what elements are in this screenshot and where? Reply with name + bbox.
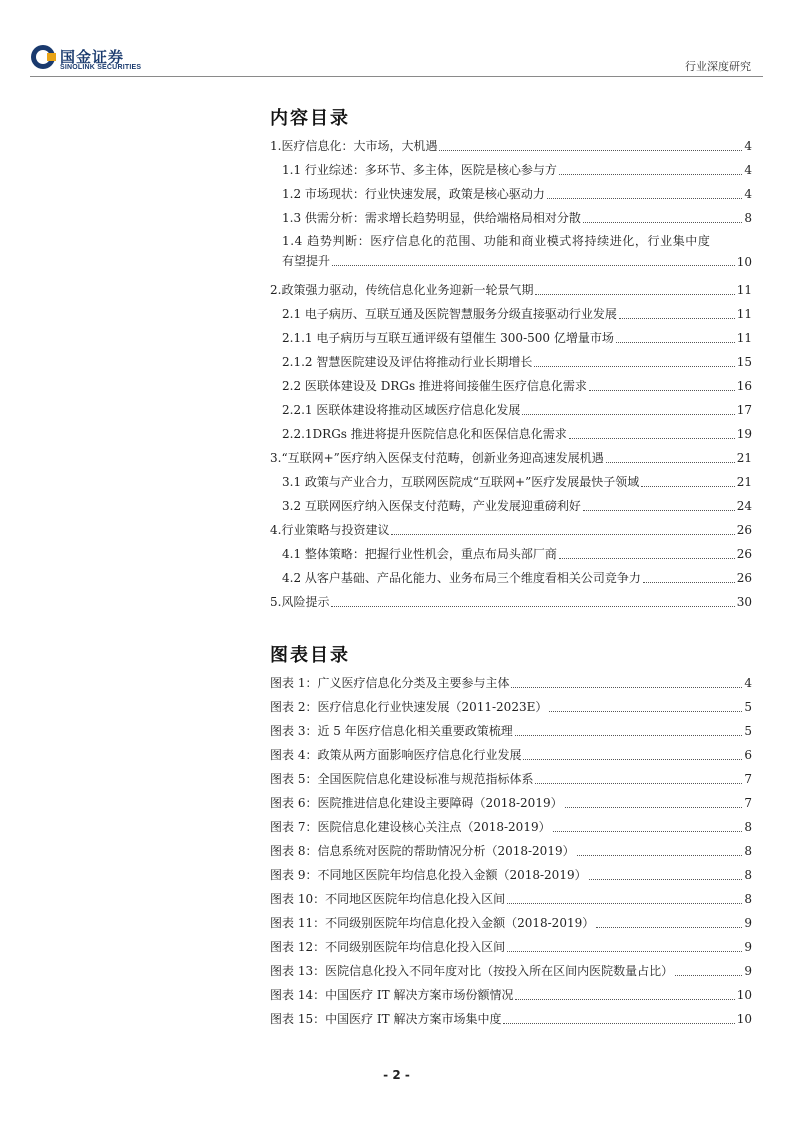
figures-list [270, 667, 752, 1027]
logo-english-name: SINOLINK SECURITIES [60, 64, 142, 71]
toc-entry-label: 4.行业策略与投资建议 [270, 523, 390, 537]
toc-entry[interactable] [270, 418, 752, 442]
toc-entry-page: 15 [736, 355, 752, 369]
leader-dots [565, 807, 743, 808]
leader-dots [675, 975, 742, 976]
leader-dots [535, 294, 734, 295]
toc-entry-page: 8 [744, 211, 752, 225]
toc-entry-page: 4 [744, 139, 752, 153]
figure-entry-label: 图表 4：政策从两方面影响医疗信息化行业发展 [270, 748, 522, 762]
toc-entry-label-continued: 有望提升 [282, 254, 331, 268]
toc-entry-page: 21 [736, 475, 752, 489]
figure-entry-label: 图表 15：中国医疗 IT 解决方案市场集中度 [270, 1012, 502, 1026]
figure-entry[interactable] [270, 931, 752, 955]
figure-entry-page: 4 [744, 676, 752, 690]
toc-entry-label: 5.风险提示 [270, 595, 330, 609]
toc-entry[interactable] [270, 562, 752, 586]
figure-entry[interactable] [270, 715, 752, 739]
figure-entry[interactable] [270, 979, 752, 1003]
leader-dots [511, 687, 742, 688]
company-logo [30, 44, 160, 76]
toc-entry-label: 2.1.2 智慧医院建设及评估将推动行业长期增长 [282, 355, 533, 369]
toc-entry-page: 16 [736, 379, 752, 393]
toc-entry-page: 26 [736, 547, 752, 561]
page-number: - 2 - [383, 1068, 410, 1082]
figure-entry[interactable] [270, 667, 752, 691]
leader-dots [549, 711, 742, 712]
figure-entry-page: 7 [744, 796, 752, 810]
figure-entry[interactable] [270, 691, 752, 715]
toc-entry-label: 2.1.1 电子病历与互联互通评级有望催生 300-500 亿增量市场 [282, 331, 614, 345]
figure-entry[interactable] [270, 883, 752, 907]
figure-entry-label: 图表 13：医院信息化投入不同年度对比（按投入所在区间内医院数量占比） [270, 964, 674, 978]
toc-entry-page: 4 [744, 163, 752, 177]
toc-entry-label: 4.1 整体策略：把握行业性机会，重点布局头部厂商 [282, 547, 557, 561]
leader-dots [534, 366, 734, 367]
contents-list [270, 130, 752, 610]
leader-dots [559, 174, 742, 175]
toc-entry[interactable] [270, 514, 752, 538]
toc-entry-page: 10 [736, 255, 752, 269]
toc-entry-label: 2.2.1 医联体建设将推动区域医疗信息化发展 [282, 403, 521, 417]
leader-dots [583, 510, 735, 511]
leader-dots [507, 951, 742, 952]
toc-entry[interactable] [270, 370, 752, 394]
leader-dots [503, 1023, 734, 1024]
figure-entry[interactable] [270, 859, 752, 883]
leader-dots [515, 735, 743, 736]
figure-entry-label: 图表 12：不同级别医院年均信息化投入区间 [270, 940, 506, 954]
toc-entry-page: 11 [736, 331, 752, 345]
figure-entry[interactable] [270, 907, 752, 931]
toc-entry[interactable] [270, 346, 752, 370]
toc-entry-label: 1.4 趋势判断：医疗信息化的范围、功能和商业模式将持续进化，行业集中度 [282, 234, 711, 248]
logo-chinese-name: 国金证券 [60, 48, 125, 66]
toc-entry[interactable] [270, 538, 752, 562]
figure-entry-page: 9 [744, 964, 752, 978]
toc-entry[interactable] [270, 202, 752, 226]
leader-dots [547, 198, 742, 199]
figure-entry-label: 图表 10：不同地区医院年均信息化投入区间 [270, 892, 506, 906]
figure-entry[interactable] [270, 739, 752, 763]
leader-dots [515, 999, 734, 1000]
toc-entry-page: 4 [744, 187, 752, 201]
figure-entry[interactable] [270, 811, 752, 835]
leader-dots [523, 759, 742, 760]
leader-dots [577, 855, 743, 856]
toc-entry-label: 1.医疗信息化：大市场，大机遇 [270, 139, 438, 153]
figure-entry[interactable] [270, 1003, 752, 1027]
figure-entry-label: 图表 14：中国医疗 IT 解决方案市场份额情况 [270, 988, 514, 1002]
toc-entry-page: 26 [736, 571, 752, 585]
toc-entry-label: 2.1 电子病历、互联互通及医院智慧服务分级直接驱动行业发展 [282, 307, 617, 321]
leader-dots [391, 534, 734, 535]
figure-entry-page: 9 [744, 940, 752, 954]
toc-entry-label: 4.2 从客户基础、产品化能力、业务布局三个维度看相关公司竞争力 [282, 571, 641, 585]
toc-entry[interactable] [270, 154, 752, 178]
contents-title: 内容目录 [270, 108, 350, 129]
figure-entry-label: 图表 3：近 5 年医疗信息化相关重要政策梳理 [270, 724, 513, 738]
figure-entry[interactable] [270, 787, 752, 811]
figure-entry-label: 图表 11：不同级别医院年均信息化投入金额（2018-2019） [270, 916, 595, 930]
leader-dots [641, 486, 734, 487]
sinolink-logo-icon [30, 44, 56, 70]
figure-entry[interactable] [270, 835, 752, 859]
leader-dots [589, 879, 743, 880]
toc-entry[interactable] [270, 274, 752, 298]
report-type-label: 行业深度研究 [685, 60, 751, 73]
leader-dots [331, 606, 734, 607]
figure-entry-page: 9 [744, 916, 752, 930]
figure-entry-page: 7 [744, 772, 752, 786]
toc-entry-label: 1.3 供需分析：需求增长趋势明显，供给端格局相对分散 [282, 211, 581, 225]
figure-entry[interactable] [270, 763, 752, 787]
toc-entry[interactable] [270, 178, 752, 202]
figure-entry-page: 10 [736, 1012, 752, 1026]
figure-entry-label: 图表 7：医院信息化建设核心关注点（2018-2019） [270, 820, 551, 834]
figures-title: 图表目录 [270, 645, 350, 666]
leader-dots [583, 222, 742, 223]
leader-dots [606, 462, 735, 463]
toc-entry[interactable] [270, 322, 752, 346]
toc-entry-label: 1.2 市场现状：行业快速发展，政策是核心驱动力 [282, 187, 545, 201]
page-header [0, 0, 793, 80]
figure-entry-page: 10 [736, 988, 752, 1002]
toc-entry-page: 26 [736, 523, 752, 537]
leader-dots [522, 414, 734, 415]
toc-entry-page: 17 [736, 403, 752, 417]
leader-dots [616, 342, 735, 343]
leader-dots [643, 582, 735, 583]
figure-entry-page: 5 [744, 724, 752, 738]
toc-entry[interactable] [270, 226, 752, 274]
figure-entry-page: 8 [744, 892, 752, 906]
figure-entry-label: 图表 5：全国医院信息化建设标准与规范指标体系 [270, 772, 534, 786]
toc-entry-page: 11 [736, 283, 752, 297]
toc-entry[interactable] [270, 130, 752, 154]
toc-entry-page: 30 [736, 595, 752, 609]
leader-dots [569, 438, 735, 439]
toc-entry-page: 24 [736, 499, 752, 513]
figure-entry-page: 8 [744, 844, 752, 858]
toc-entry-page: 21 [736, 451, 752, 465]
leader-dots [332, 265, 735, 266]
leader-dots [553, 831, 743, 832]
toc-entry[interactable] [270, 586, 752, 610]
leader-dots [596, 927, 742, 928]
toc-entry-label: 3.1 政策与产业合力，互联网医院成“互联网+”医疗发展最快子领域 [282, 475, 640, 489]
figure-entry-label: 图表 9：不同地区医院年均信息化投入金额（2018-2019） [270, 868, 587, 882]
leader-dots [535, 783, 742, 784]
toc-entry-label: 3.“互联网+”医疗纳入医保支付范畴，创新业务迎高速发展机遇 [270, 451, 604, 465]
figure-entry-label: 图表 1：广义医疗信息化分类及主要参与主体 [270, 676, 510, 690]
leader-dots [439, 150, 742, 151]
figure-entry-page: 8 [744, 820, 752, 834]
figure-entry-page: 6 [744, 748, 752, 762]
toc-entry[interactable] [270, 298, 752, 322]
toc-entry-label: 2.政策强力驱动，传统信息化业务迎新一轮景气期 [270, 283, 534, 297]
header-divider [30, 76, 763, 77]
figure-entry-label: 图表 8：信息系统对医院的帮助情况分析（2018-2019） [270, 844, 575, 858]
toc-entry-label: 2.2 医联体建设及 DRGs 推进将间接催生医疗信息化需求 [282, 379, 587, 393]
figure-entry-label: 图表 6：医院推进信息化建设主要障碍（2018-2019） [270, 796, 563, 810]
figure-entry-page: 5 [744, 700, 752, 714]
figure-entry-page: 8 [744, 868, 752, 882]
toc-entry-label: 3.2 互联网医疗纳入医保支付范畴，产业发展迎重磅利好 [282, 499, 581, 513]
toc-entry-page: 19 [736, 427, 752, 441]
toc-entry[interactable] [270, 442, 752, 466]
toc-entry-page: 11 [736, 307, 752, 321]
toc-entry[interactable] [270, 490, 752, 514]
leader-dots [589, 390, 735, 391]
toc-entry[interactable] [270, 466, 752, 490]
leader-dots [559, 558, 735, 559]
figure-entry-label: 图表 2：医疗信息化行业快速发展（2011-2023E） [270, 700, 548, 714]
toc-entry[interactable] [270, 394, 752, 418]
toc-entry-label: 2.2.1DRGs 推进将提升医院信息化和医保信息化需求 [282, 427, 567, 441]
leader-dots [619, 318, 735, 319]
figure-entry[interactable] [270, 955, 752, 979]
leader-dots [507, 903, 742, 904]
toc-entry-label: 1.1 行业综述：多环节、多主体，医院是核心参与方 [282, 163, 557, 177]
